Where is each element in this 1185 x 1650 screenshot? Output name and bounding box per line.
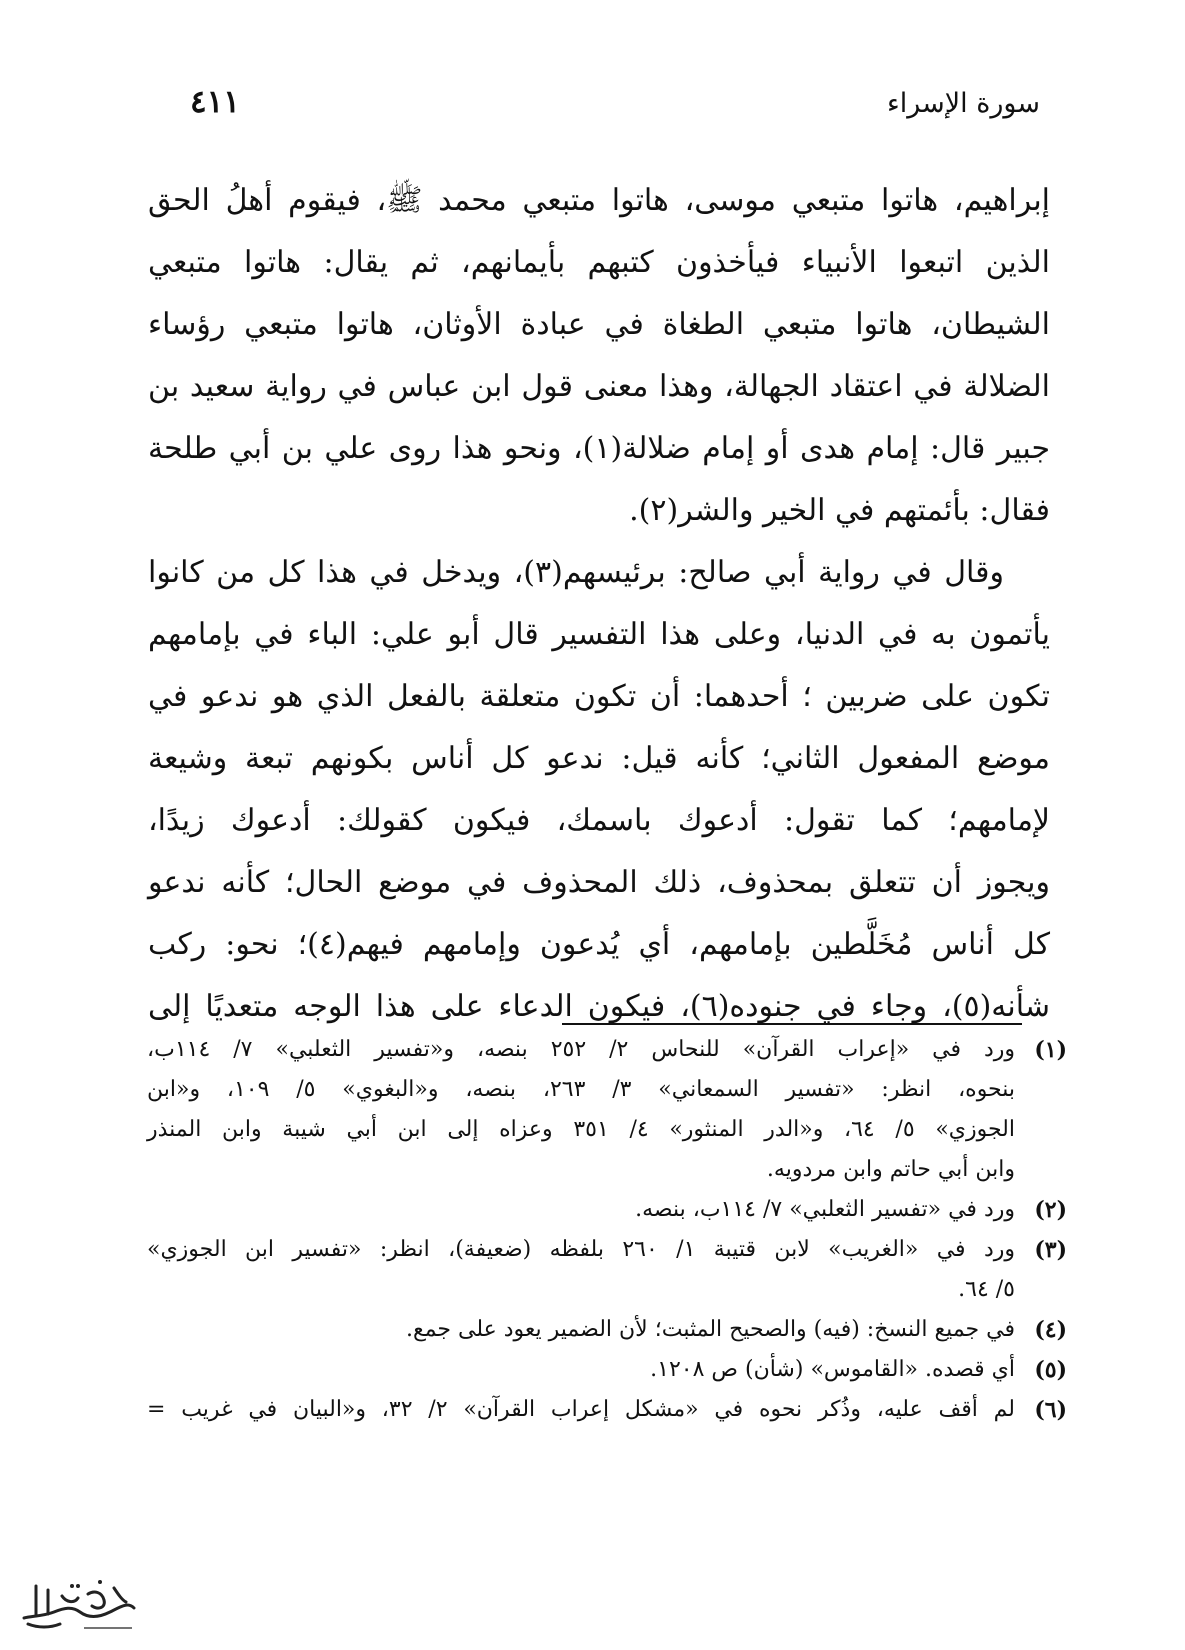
text-line: لإمامهم؛ كما تقول: أدعوك باسمك، فيكون كقولك: أدعوك زيدًا، xyxy=(148,803,1050,838)
text-line: الضلالة في اعتقاد الجهالة، وهذا معنى قول ابن عباس في رواية سعيد بن xyxy=(148,369,1050,404)
footnote xyxy=(147,1190,1067,1230)
main-text xyxy=(148,170,1050,1038)
text-line: كل أناس مُخَلَّطين بإمامهم، أي يُدعون وإمامهم فيهم(٤)؛ نحو: ركب xyxy=(148,927,1050,962)
footnotes xyxy=(147,1030,1067,1430)
footnote-number: (٤) xyxy=(1034,1317,1067,1343)
text-line: شأنه(٥)، وجاء في جنوده(٦)، فيكون الدعاء على هذا الوجه متعديًا إلى xyxy=(148,989,1050,1024)
footnote xyxy=(147,1310,1067,1350)
footnote-line: بنحوه، انظر: «تفسير السمعاني» ٣/ ٢٦٣، بنصه، و«البغوي» ٥/ ١٠٩، و«ابن xyxy=(147,1077,1016,1102)
footnote-number: (٦) xyxy=(1034,1397,1067,1423)
text-line: جبير قال: إمام هدى أو إمام ضلالة(١)، ونحو هذا روى علي بن أبي طلحة xyxy=(148,431,1051,466)
footnote xyxy=(147,1230,1067,1310)
footnote-number: (٣) xyxy=(1034,1237,1067,1263)
text-line: الشيطان، هاتوا متبعي الطغاة في عبادة الأوثان، هاتوا متبعي رؤساء xyxy=(148,307,1050,342)
text-line: الذين اتبعوا الأنبياء فيأخذون كتبهم بأيمانهم، ثم يقال: هاتوا متبعي xyxy=(148,245,1050,280)
footnote-line: وابن أبي حاتم وابن مردويه. xyxy=(766,1157,1015,1182)
page-number: ٤١١ xyxy=(190,84,240,120)
footnote-separator xyxy=(562,1023,1022,1025)
footnote-line: ورد في «تفسير الثعلبي» ٧/ ١١٤ب، بنصه. xyxy=(635,1197,1015,1222)
footnote xyxy=(147,1350,1067,1390)
footnote-line: ٥/ ٦٤. xyxy=(958,1277,1015,1302)
text-line: وقال في رواية أبي صالح: برئيسهم(٣)، ويدخل في هذا كل من كانوا xyxy=(148,555,1004,590)
footnote-line: أي قصده. «القاموس» (شأن) ص ١٢٠٨. xyxy=(650,1357,1015,1382)
footnote-line: في جميع النسخ: (فيه) والصحيح المثبت؛ لأن الضمير يعود على جمع. xyxy=(406,1317,1015,1342)
footnote xyxy=(147,1030,1067,1190)
text-line: إبراهيم، هاتوا متبعي موسى، هاتوا متبعي محمد ﷺ، فيقوم أهلُ الحق xyxy=(148,183,1050,218)
calligraphy-logo xyxy=(14,1572,144,1634)
footnote-line: ورد في «الغريب» لابن قتيبة ١/ ٢٦٠ بلفظه (ضعيفة)، انظر: «تفسير ابن الجوزي» xyxy=(147,1237,1015,1262)
text-line: يأتمون به في الدنيا، وعلى هذا التفسير قال أبو علي: الباء في بإمامهم xyxy=(148,617,1050,652)
footnote-number: (٢) xyxy=(1034,1197,1067,1223)
text-line: تكون على ضربين ؛ أحدهما: أن تكون متعلقة بالفعل الذي هو ندعو في xyxy=(148,679,1050,714)
running-title: سورة الإسراء xyxy=(887,88,1040,119)
footnote-line: الجوزي» ٥/ ٦٤، و«الدر المنثور» ٤/ ٣٥١ وعزاه إلى ابن أبي شيبة وابن المنذر xyxy=(147,1117,1016,1142)
footnote-line: لم أقف عليه، وذُكر نحوه في «مشكل إعراب القرآن» ٢/ ٣٢، و«البيان في غريب = xyxy=(147,1397,1015,1422)
footnote xyxy=(147,1390,1067,1430)
footnote-number: (١) xyxy=(1034,1037,1067,1063)
footnote-number: (٥) xyxy=(1034,1357,1067,1383)
footnote-line: ورد في «إعراب القرآن» للنحاس ٢/ ٢٥٢ بنصه، و«تفسير الثعلبي» ٧/ ١١٤ب، xyxy=(147,1037,1016,1062)
text-line: ويجوز أن تتعلق بمحذوف، ذلك المحذوف في موضع الحال؛ كأنه ندعو xyxy=(148,865,1050,900)
text-line: موضع المفعول الثاني؛ كأنه قيل: ندعو كل أناس بكونهم تبعة وشيعة xyxy=(148,741,1050,776)
text-line: فقال: بأئمتهم في الخير والشر(٢). xyxy=(629,493,1050,528)
